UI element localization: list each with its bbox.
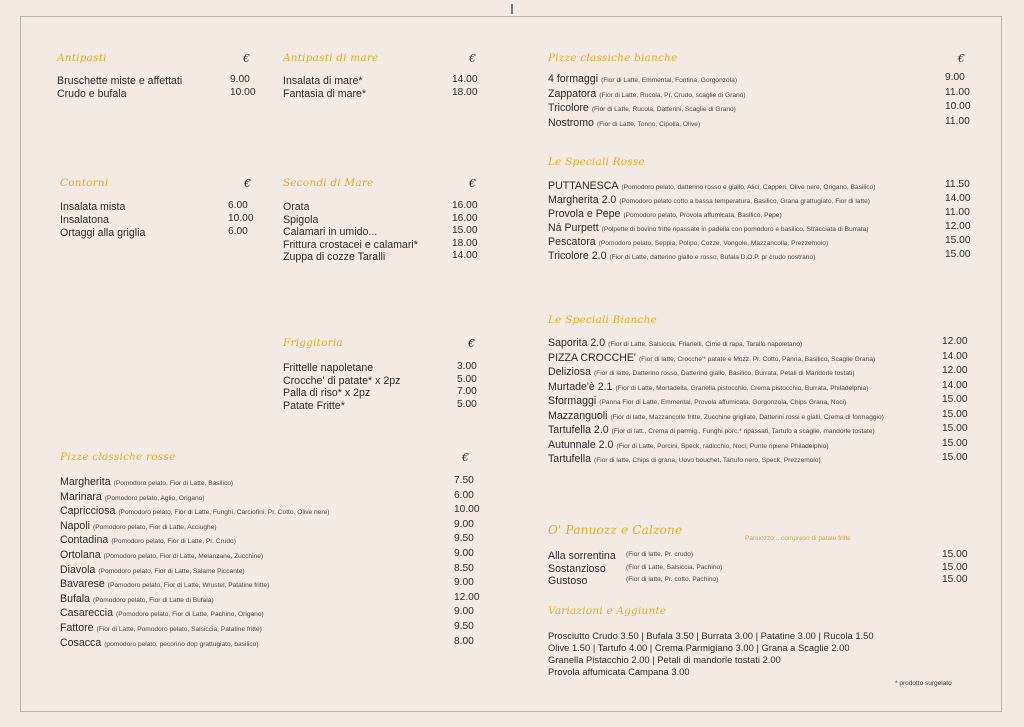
item-price: 9.00 bbox=[945, 72, 965, 83]
item-name: PIZZA CROCCHE' bbox=[548, 351, 636, 364]
item-price: 11.00 bbox=[945, 207, 970, 219]
item-name: Margherita 2.0 bbox=[548, 194, 617, 207]
item-name: Mazzanguoli bbox=[548, 409, 608, 422]
item-price: 10.00 bbox=[228, 212, 254, 224]
menu-item bbox=[548, 437, 974, 452]
item-price: 12.00 bbox=[942, 336, 968, 347]
section-friggitoria bbox=[283, 337, 479, 411]
menu-item bbox=[548, 206, 974, 220]
item-price: 12.00 bbox=[942, 365, 968, 376]
item-description: (Fior di latte, Pr. crudo) bbox=[626, 551, 694, 558]
menu-item bbox=[548, 364, 974, 379]
item-price: 10.00 bbox=[230, 87, 256, 98]
item-price: 12.00 bbox=[945, 221, 971, 233]
section-pizze-classiche-bianche bbox=[548, 52, 974, 129]
section-title: Pizze classiche bianche bbox=[548, 52, 678, 64]
item-price: 11.00 bbox=[945, 115, 970, 127]
menu-item bbox=[283, 225, 479, 238]
euro-symbol: € bbox=[243, 52, 250, 65]
menu-item bbox=[283, 386, 479, 399]
item-name: Ortaggi alla griglia bbox=[60, 226, 146, 239]
item-description: (Pomodoro pelato, Fior di Latte, Salame Piccante) bbox=[98, 567, 245, 575]
item-price: 9.00 bbox=[454, 606, 474, 618]
item-description: (Pomodoro pelato, Aglio, Origano) bbox=[104, 494, 205, 502]
menu-item bbox=[548, 178, 974, 192]
menu-item bbox=[548, 451, 974, 466]
item-name: PUTTANESCA bbox=[548, 180, 619, 192]
item-description: (Fior di Latte, Porcini, Speck, radicchio, Noci, Punte ripiene Philadelphio) bbox=[616, 442, 829, 450]
menu-item bbox=[548, 115, 974, 130]
item-description: (Pomodoro pelato, Fior di Latte, Melanzane, Zucchine) bbox=[103, 552, 264, 560]
item-description: (Fior di latte, Chips di grana, Uovo bouchet, Tartufo nero, Speck, Prezzemolo) bbox=[594, 457, 821, 464]
item-price: 7.50 bbox=[454, 475, 474, 486]
item-description: (Fior di Latte, Salsiccia, Pachino) bbox=[626, 563, 723, 571]
item-description: (Fior di latte, Crocche'* patate e Mozz. Pr. Cotto, Panna, Basilico, Scaglie Grana) bbox=[638, 355, 876, 363]
item-price: 18.00 bbox=[452, 87, 478, 98]
item-price: 15.00 bbox=[942, 549, 968, 560]
item-name: Saporita 2.0 bbox=[548, 337, 606, 349]
euro-symbol: € bbox=[468, 337, 475, 350]
item-price: 9.50 bbox=[454, 620, 474, 632]
fold-mark bbox=[511, 4, 513, 14]
menu-item bbox=[548, 562, 974, 575]
item-price: 3.00 bbox=[457, 361, 477, 372]
item-price: 14.00 bbox=[452, 74, 478, 85]
item-description: (Pomodoro pelato, Provola affumicata, Basilico, Pepe) bbox=[623, 212, 782, 220]
item-name: Nostromo bbox=[548, 116, 594, 129]
menu-item bbox=[283, 200, 479, 213]
menu-item bbox=[283, 250, 479, 263]
item-name: Bruschette miste e affettati bbox=[57, 75, 183, 87]
euro-symbol: € bbox=[244, 177, 251, 190]
item-price: 8.50 bbox=[454, 562, 474, 574]
menu-item bbox=[60, 576, 476, 591]
item-description: (Panna Fior di Latte, Emmental, Provola affumicata, Gorgonzola, Chips Grana, Noci) bbox=[599, 399, 847, 406]
item-name: Patate Fritte* bbox=[283, 399, 345, 412]
menu-item bbox=[548, 220, 974, 234]
item-price: 14.00 bbox=[942, 350, 968, 362]
item-price: 12.00 bbox=[454, 591, 480, 603]
item-name: Insalata mista bbox=[60, 201, 126, 213]
footnote: * prodotto surgelato bbox=[895, 680, 952, 687]
item-description: (Pomodoro pelato, Fior di Latte, Funghi, Carciofini, Pr. Cotto, Olive nere) bbox=[118, 509, 330, 517]
menu-item bbox=[283, 361, 479, 374]
variazioni-line: Olive 1.50 | Tartufo 4.00 | Crema Parmigiano 3.00 | Grana a Scaglie 2.00 bbox=[548, 642, 850, 653]
item-description: (Pomodoro pelato, Fior di Latte, Basilico) bbox=[113, 480, 234, 487]
section-speciali-bianche bbox=[548, 314, 974, 466]
item-name: Deliziosa bbox=[548, 366, 591, 378]
section-panuozz-calzone bbox=[548, 523, 974, 587]
item-name: Margherita bbox=[60, 476, 111, 488]
item-name: Calamari in umido... bbox=[283, 226, 378, 239]
item-name: Spigola bbox=[283, 213, 319, 226]
menu-item bbox=[60, 547, 476, 562]
section-title: Friggitoria bbox=[283, 337, 343, 349]
item-name: Tartufella bbox=[548, 453, 591, 465]
item-price: 11.00 bbox=[945, 86, 970, 98]
item-description: (Pomodoro pelato, Fior di Latte di Bufala) bbox=[93, 596, 214, 604]
item-name: Bavarese bbox=[60, 578, 105, 591]
menu-item bbox=[57, 86, 256, 100]
item-name: Autunnale 2.0 bbox=[548, 438, 614, 451]
item-price: 8.00 bbox=[454, 635, 474, 647]
menu-item bbox=[60, 605, 476, 620]
item-description: (Pomodoro pelato, Fior di Latte, Acciughe) bbox=[93, 523, 217, 531]
item-description: (Fior di Latte, Emmental, Fontina, Gorgonzola) bbox=[601, 77, 738, 84]
item-name: Orata bbox=[283, 201, 310, 213]
item-name: Diavola bbox=[60, 563, 96, 576]
item-price: 9.00 bbox=[454, 547, 474, 559]
item-name: Tricolore 2.0 bbox=[548, 250, 607, 263]
menu-item bbox=[60, 591, 480, 606]
variazioni-line: Prosciutto Crudo 3.50 | Bufala 3.50 | Burrata 3.00 | Patatine 3.00 | Rucola 1.50 bbox=[548, 630, 874, 641]
item-description: (Fior di Latte, datterino giallo e rosso, Bufala D.O.P. pr crudo nostrano) bbox=[609, 254, 816, 262]
euro-symbol: € bbox=[958, 52, 965, 65]
item-name: Murtade'è 2.1 bbox=[548, 380, 613, 393]
item-price: 15.00 bbox=[942, 408, 968, 420]
menu-item bbox=[60, 503, 480, 518]
menu-item bbox=[548, 393, 974, 408]
menu-item bbox=[548, 335, 974, 350]
menu-item bbox=[548, 86, 974, 101]
item-price: 5.00 bbox=[457, 373, 477, 385]
item-name: 4 formaggi bbox=[548, 73, 599, 85]
item-price: 9.00 bbox=[454, 518, 474, 530]
variazioni-line: Granella Pistacchio 2.00 | Petali di mandorle tostati 2.00 bbox=[548, 654, 781, 665]
item-description: (Fior di Latte, Mortadella, Granella pistocchio, Crema pistocchio, Burrata, Philadelphia) bbox=[615, 384, 869, 392]
item-price: 10.00 bbox=[945, 101, 971, 113]
menu-item bbox=[548, 234, 974, 248]
item-description: (Fior di Latte, Rucola, Datterini, Scaglie di Grano) bbox=[591, 106, 736, 114]
section-title: Le Speciali Bianche bbox=[548, 314, 657, 326]
menu-item bbox=[548, 350, 974, 365]
item-price: 6.00 bbox=[454, 489, 474, 501]
item-name: Gustoso bbox=[548, 575, 588, 587]
item-price: 16.00 bbox=[452, 212, 478, 224]
menu-item bbox=[548, 379, 974, 394]
menu-item bbox=[548, 408, 974, 423]
section-title: Antipasti di mare bbox=[283, 52, 379, 64]
item-price: 14.00 bbox=[945, 193, 971, 205]
item-name: Provola e Pepe bbox=[548, 208, 621, 221]
item-name: Fattore bbox=[60, 621, 94, 634]
item-name: Casareccia bbox=[60, 607, 113, 620]
section-title: O' Panuozz e Calzone bbox=[548, 523, 683, 537]
menu-item bbox=[548, 422, 974, 437]
item-name: Frittelle napoletane bbox=[283, 362, 374, 374]
item-price: 15.00 bbox=[942, 452, 968, 463]
section-pizze-classiche-rosse bbox=[60, 451, 480, 649]
item-name: Alla sorrentina bbox=[548, 550, 616, 562]
item-price: 16.00 bbox=[452, 200, 478, 211]
item-name: Tricolore bbox=[548, 102, 589, 115]
euro-symbol: € bbox=[469, 52, 476, 65]
item-description: (Pomodoro pelato cotto a bassa temperatura, Basilico, Grana grattugiato, Fior di latte) bbox=[619, 198, 871, 206]
item-description: (Fior di Latte, Rucola, Pr. Crudo, scaglie di Grano) bbox=[599, 91, 746, 99]
item-name: Frittura crostacei e calamari* bbox=[283, 238, 418, 251]
section-secondi-di-mare bbox=[283, 177, 479, 263]
menu-item bbox=[57, 73, 253, 86]
item-price: 5.00 bbox=[457, 398, 477, 410]
variazioni-list bbox=[548, 630, 874, 678]
item-name: Sformaggi bbox=[548, 395, 597, 407]
euro-symbol: € bbox=[462, 451, 469, 464]
item-price: 14.00 bbox=[452, 250, 478, 262]
item-description: (Polpette di bovino fritte ripassate in padella con pomodoro e basilico, Stracciata di Burrata) bbox=[601, 226, 869, 234]
item-price: 15.00 bbox=[942, 437, 968, 449]
item-name: Ortolana bbox=[60, 548, 101, 561]
item-name: Fantasia di mare* bbox=[283, 88, 367, 100]
item-name: Tartufella 2.0 bbox=[548, 424, 609, 436]
item-name: Zuppa di cozze Taralli bbox=[283, 251, 386, 264]
panuozzo-note: Panuozzo ...compreso di patate fritte bbox=[745, 535, 851, 542]
item-price: 10.00 bbox=[454, 504, 480, 516]
menu-item bbox=[60, 620, 476, 635]
item-price: 15.00 bbox=[942, 394, 968, 405]
item-description: (Pomodoro pelato, Seppia, Polipo, Cozze, Vongole, Mazzancolla, Prezzemolo) bbox=[598, 240, 829, 248]
section-variazioni bbox=[548, 605, 666, 617]
item-name: Ná Purpett bbox=[548, 222, 599, 235]
item-name: Napoli bbox=[60, 519, 91, 532]
item-price: 6.00 bbox=[228, 200, 248, 211]
item-description: (Fior di Latte, Tonno, Cipolla, Olive) bbox=[596, 120, 701, 128]
item-description: (Pomodoro pelato, datterino rosso e giallo, Alici, Capperi, Olive nere, Origano, Basilico) bbox=[621, 184, 876, 191]
menu-item bbox=[60, 532, 476, 547]
item-name: Capricciosa bbox=[60, 505, 116, 518]
menu-item bbox=[283, 238, 479, 251]
section-title: Antipasti bbox=[57, 52, 107, 64]
item-price: 15.00 bbox=[942, 561, 968, 573]
item-description: (Fior di latte, Pr. cotto, Pachino) bbox=[626, 576, 719, 583]
section-contorni bbox=[60, 177, 254, 239]
section-title: Pizze classiche rosse bbox=[60, 451, 176, 463]
item-price: 14.00 bbox=[942, 379, 968, 391]
menu-item bbox=[60, 489, 476, 504]
item-price: 9.00 bbox=[230, 74, 250, 85]
item-price: 15.00 bbox=[945, 235, 971, 247]
menu-item bbox=[283, 86, 479, 99]
item-description: (Fior di Latte, Salsiccia, Friarielli, Cime di rapa, Tarallo napoletano) bbox=[608, 341, 803, 348]
item-price: 9.00 bbox=[454, 577, 474, 589]
menu-item bbox=[60, 200, 251, 213]
item-name: Crudo e bufala bbox=[57, 88, 127, 100]
item-price: 15.00 bbox=[945, 249, 971, 261]
item-price: 15.00 bbox=[452, 225, 478, 237]
item-price: 11.50 bbox=[945, 179, 970, 190]
menu-item bbox=[548, 549, 974, 562]
menu-item bbox=[283, 374, 479, 387]
item-description: (Fior di latt., Crema di parmig., Funghi porc.* ripassati, Tartufo a scaglie, mandorle tostate) bbox=[611, 428, 875, 435]
menu-item bbox=[60, 635, 476, 650]
variazioni-line: Provola affumicata Campana 3.00 bbox=[548, 666, 690, 677]
euro-symbol: € bbox=[469, 177, 476, 190]
item-description: (Fior di Latte, Pomodoro pelato, Salsiccia, Patatine fritte) bbox=[96, 625, 262, 633]
item-name: Pescatora bbox=[548, 236, 596, 249]
item-name: Sostanzioso bbox=[548, 562, 606, 575]
item-description: (Fior di latte, Mazzancolle fritte, Zucchine grigliate, Datterini rossi e gialli, Crema di formaggio) bbox=[610, 413, 884, 421]
item-price: 18.00 bbox=[452, 237, 478, 249]
section-title: Secondi di Mare bbox=[283, 177, 374, 189]
item-name: Palla di riso* x 2pz bbox=[283, 387, 371, 400]
section-title: Contorni bbox=[60, 177, 109, 189]
menu-item bbox=[548, 192, 974, 206]
menu-item bbox=[548, 574, 974, 587]
item-name: Cosacca bbox=[60, 636, 102, 649]
item-price: 15.00 bbox=[942, 423, 968, 434]
menu-item bbox=[283, 399, 479, 412]
item-price: 7.00 bbox=[457, 386, 477, 398]
section-antipasti bbox=[57, 52, 256, 100]
menu-item bbox=[548, 100, 974, 115]
item-name: Crocche' di patate* x 2pz bbox=[283, 374, 401, 387]
menu-item bbox=[283, 73, 479, 86]
menu-item bbox=[60, 562, 476, 577]
item-description: (pomodoro pelato, pecorino dop grattugiato, basilico) bbox=[104, 640, 259, 648]
section-title: Le Speciali Rosse bbox=[548, 156, 645, 168]
menu-item bbox=[283, 213, 479, 226]
item-name: Zappatora bbox=[548, 87, 597, 100]
item-description: (Pomodoro pelato, Fior di Latte, Wrustel, Patatine fritte) bbox=[107, 582, 270, 590]
menu-item bbox=[548, 71, 974, 86]
item-price: 6.00 bbox=[228, 225, 248, 237]
item-description: (Pomodoro pelato, Fior di Latte, Pr. Crudo) bbox=[111, 538, 236, 546]
menu-item bbox=[60, 226, 251, 239]
item-name: Insalatona bbox=[60, 213, 109, 226]
menu-item bbox=[60, 518, 476, 533]
menu-item bbox=[548, 248, 974, 262]
section-speciali-rosse bbox=[548, 156, 974, 263]
item-description: (Fior di latte, Datterino rosso, Datterino giallo, Basilico, Burrata, Petali di Mandorle tostati) bbox=[593, 370, 855, 377]
item-price: 9.50 bbox=[454, 533, 474, 545]
item-name: Bufala bbox=[60, 592, 91, 605]
item-name: Marinara bbox=[60, 490, 102, 503]
section-antipasti-di-mare bbox=[283, 52, 479, 99]
item-name: Contadina bbox=[60, 534, 109, 547]
item-description: (Pomodoro pelato, Fior di Latte, Pachino, Origano) bbox=[116, 611, 264, 619]
menu-item bbox=[60, 212, 254, 226]
item-price: 15.00 bbox=[942, 574, 968, 585]
section-title: Variazioni e Aggiunte bbox=[548, 605, 667, 617]
item-name: Insalata di mare* bbox=[283, 75, 363, 87]
menu-item bbox=[60, 474, 476, 489]
